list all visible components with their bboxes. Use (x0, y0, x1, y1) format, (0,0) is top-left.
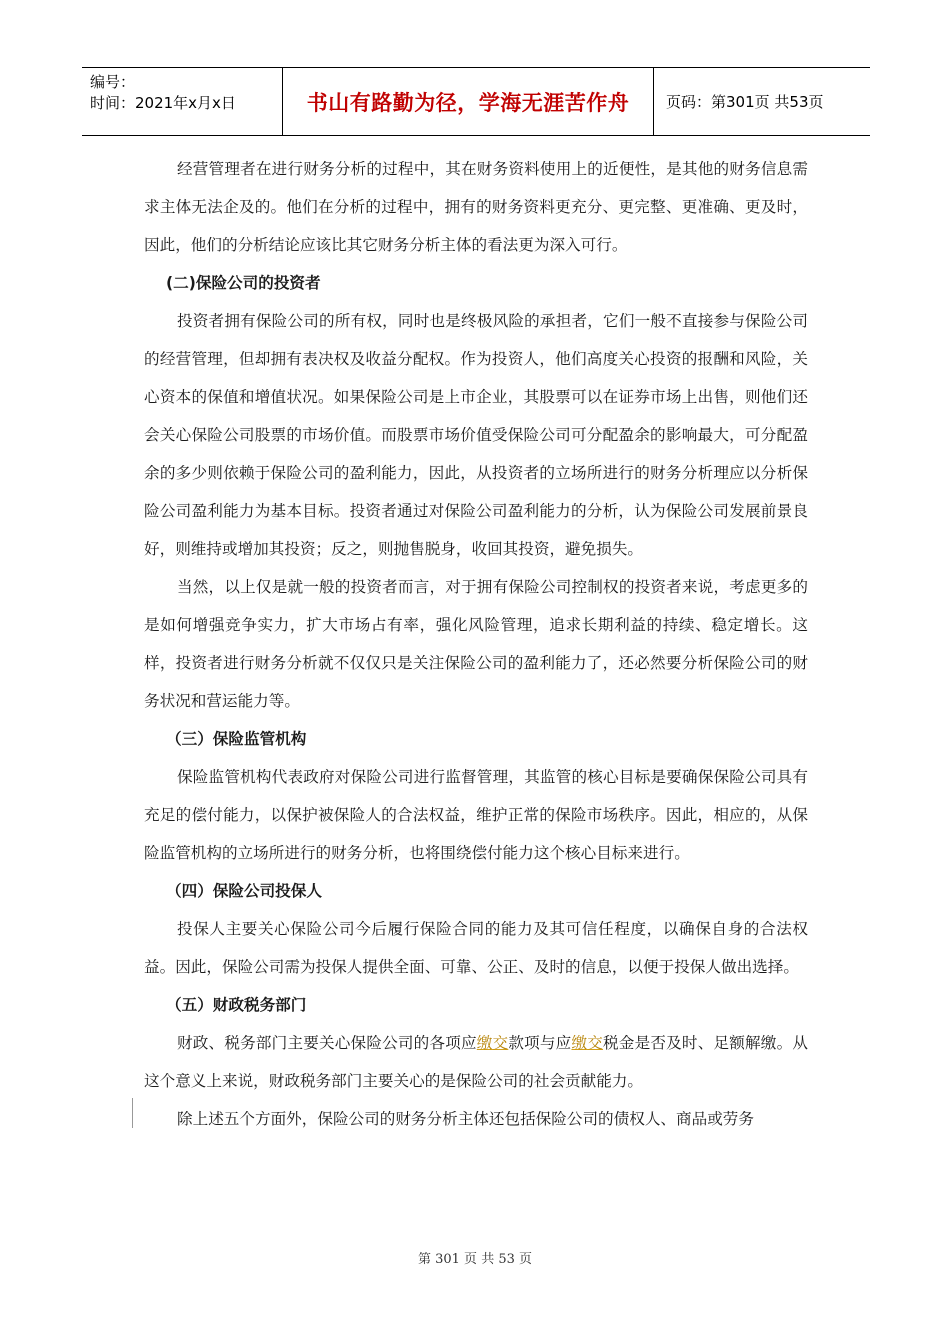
highlight-term-2: 缴交 (571, 1034, 604, 1052)
page-header (82, 67, 870, 136)
highlight-term-1: 缴交 (476, 1034, 509, 1052)
header-meta (82, 68, 282, 135)
time-label: 时间：2021年x月x日 (90, 94, 236, 112)
motto-text: 书山有路勤为径，学海无涯苦作舟 (306, 90, 630, 115)
page-footer (0, 1248, 950, 1267)
tax-text-a: 财政、税务部门主要关心保险公司的各项应 (177, 1034, 477, 1052)
footer-page-number: 第 301 页 共 53 页 (417, 1252, 533, 1267)
document-body (144, 150, 808, 1138)
paragraph-managers: 经营管理者在进行财务分析的过程中，其在财务资料使用上的近便性，是其他的财务信息需求主体无法企及的。他们在分析的过程中，拥有的财务资料更充分、更完整、更准确、更及时，因此，他们的分析结论应该比其它财务分析主体的看法更为深入可行。 (144, 160, 808, 254)
paragraph-controlling-investors: 当然，以上仅是就一般的投资者而言，对于拥有保险公司控制权的投资者来说，考虑更多的是如何增强竞争实力，扩大市场占有率，强化风险管理，追求长期利益的持续、稳定增长。这样，投资者进行财务分析就不仅仅只是关注保险公司的盈利能力了，还必然要分析保险公司的财务状况和营运能力等。 (144, 578, 808, 710)
paragraph-investors: 投资者拥有保险公司的所有权，同时也是终极风险的承担者，它们一般不直接参与保险公司的经营管理，但却拥有表决权及收益分配权。作为投资人，他们高度关心投资的报酬和风险，关心资本的保值和增值状况。如果保险公司是上市企业，其股票可以在证券市场上出售，则他们还会关心保险公司股票的市场价值。而股票市场价值受保险公司可分配盈余的影响最大，可分配盈余的多少则依赖于保险公司的盈利能力，因此，从投资者的立场所进行的财务分析理应以分析保险公司盈利能力为基本目标。投资者通过对保险公司盈利能力的分析，认为保险公司发展前景良好，则维持或增加其投资；反之，则抛售脱身，收回其投资，避免损失。 (144, 312, 808, 558)
paragraph-policyholders: 投保人主要关心保险公司今后履行保险合同的能力及其可信任程度，以确保自身的合法权益。因此，保险公司需为投保人提供全面、可靠、公正、及时的信息，以便于投保人做出选择。 (144, 920, 808, 976)
heading-regulators: （三）保险监管机构 (166, 730, 307, 748)
paragraph-tax-departments (144, 1024, 808, 1100)
revision-bar (132, 1098, 133, 1128)
heading-investors: (二)保险公司的投资者 (166, 274, 321, 292)
tax-text-b: 款项与应 (508, 1034, 572, 1052)
number-label: 编号： (90, 73, 136, 91)
paragraph-other-subjects: 除上述五个方面外，保险公司的财务分析主体还包括保险公司的债权人、商品或劳务 (177, 1110, 754, 1128)
paragraph-regulators: 保险监管机构代表政府对保险公司进行监督管理，其监管的核心目标是要确保保险公司具有充足的偿付能力，以保护被保险人的合法权益，维护正常的保险市场秩序。因此，相应的，从保险监管机构的立场所进行的财务分析，也将围绕偿付能力这个核心目标来进行。 (144, 768, 808, 862)
heading-tax-departments: （五）财政税务部门 (166, 996, 307, 1014)
tax-text-c: 税金是否及时、足额解缴。从这个意义上来说，财政税务部门主要关心的是保险公司的社会贡献能力。 (144, 1034, 808, 1090)
page-info-text: 页码：第301页 共53页 (666, 93, 824, 111)
heading-policyholders: （四）保险公司投保人 (166, 882, 322, 900)
header-page-info (654, 68, 870, 135)
header-motto-cell (282, 68, 654, 135)
